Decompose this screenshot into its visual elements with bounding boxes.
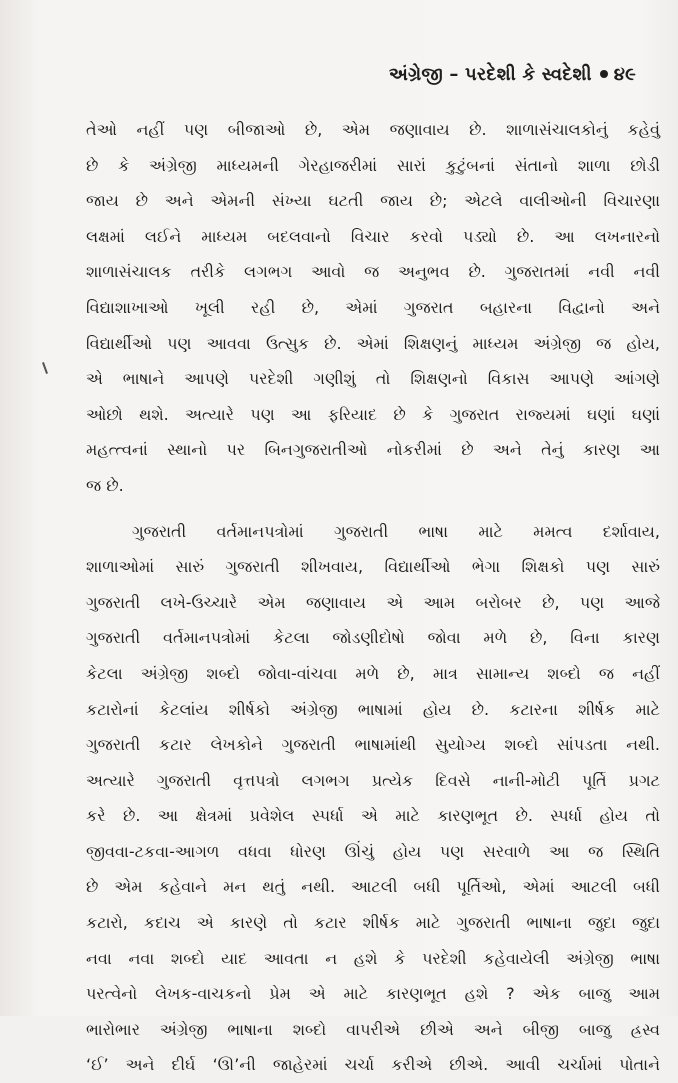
text-line: ‘ઈ’ અને દીર્ઘ ‘ઊ’ની જાહેરમાં ચર્ચા કરીએ છીએ. આવી ચર્ચામાં પોતાને [86, 1055, 660, 1075]
text-line: ઓછો થશે. અત્યારે પણ આ ફરિયાદ છે કે ગુજરાત રાજ્યમાં ઘણાં ઘણાં [86, 404, 660, 424]
text-line: શાળાઓમાં સારું ગુજરાતી શીખવાય, વિદ્યાર્થીઓ ભેગા શિક્ષકો પણ સારું [86, 557, 660, 577]
text-line: કટારો, કદાચ એ કારણે તો કટાર શીર્ષક માટે ગુજરાતી ભાષાના જુદા જુદા [86, 913, 660, 933]
text-line: છે એમ કહેવાને મન થતું નથી. આટલી બધી પૂર્તિઓ, એમાં આટલી બધી [86, 877, 660, 897]
text-line: એ ભાષાને આપણે પરદેશી ગણીશું તો શિક્ષણનો વિકાસ આપણે આંગણે [86, 369, 660, 389]
paragraph-gap [86, 504, 660, 514]
text-line: જીવવા-ટકવા-આગળ વધવા ધોરણ ઊંચું હોય પણ સરવાળે આ જ સ્થિતિ [86, 841, 660, 861]
text-line: મહત્ત્વનાં સ્થાનો પર બિનગુજરાતીઓ નોકરીમાં છે અને તેનું કારણ આ [86, 440, 660, 460]
body-text [86, 112, 660, 1083]
text-line: વિદ્યાશાખાઓ ખૂલી રહી છે, એમાં ગુજરાત બહારના વિદ્વાનો અને [86, 297, 660, 317]
text-line: કટારોનાં કેટલાંય શીર્ષકો અંગ્રેજી ભાષામાં હોય છે. કટારના શીર્ષક માટે [86, 699, 660, 719]
text-line: કેટલા અંગ્રેજી શબ્દો જોવા-વાંચવા મળે છે, માત્ર સામાન્ય શબ્દો જ નહીં [86, 663, 660, 683]
text-line: ગુજરાતી લખે-ઉચ્ચારે એમ જણાવાય એ આમ બરોબર છે, પણ આજે [86, 592, 660, 612]
paragraph-2 [86, 514, 660, 1083]
text-line: ભારોભાર અંગ્રેજી ભાષાના શબ્દો વાપરીએ છીએ અને બીજી બાજુ હ્રસ્વ [86, 1019, 660, 1039]
margin-pencil-mark [42, 362, 48, 374]
text-line: લક્ષમાં લઈને માધ્યમ બદલવાનો વિચાર કરવો પડ્યો છે. આ લખનારનો [86, 226, 660, 246]
text-line: નવા નવા શબ્દો યાદ આવતા ન હશે કે પરદેશી કહેવાયેલી અંગ્રેજી ભાષા [86, 948, 660, 968]
text-line: તેઓ નહીં પણ બીજાઓ છે, એમ જણાવાય છે. શાળાસંચાલકોનું કહેવું [86, 120, 660, 139]
text-line: જાય છે અને એમની સંખ્યા ઘટતી જાય છે; એટલે વાલીઓની વિચારણા [86, 191, 660, 211]
page-number: ૪૯ [613, 64, 636, 85]
bullet-separator-icon [600, 70, 608, 78]
text-line: ગુજરાતી કટાર લેખકોને ગુજરાતી ભાષામાંથી સુયોગ્ય શબ્દો સાંપડતા નથી. [86, 735, 660, 755]
text-line: પરત્વેનો લેખક-વાચકનો પ્રેમ એ માટે કારણભૂત હશે ? એક બાજુ આમ [86, 984, 660, 1004]
running-header [389, 64, 636, 85]
text-line: શાળાસંચાલક તરીકે લગભગ આવો જ અનુભવ છે. ગુજરાતમાં નવી નવી [86, 262, 660, 282]
text-line: જ છે. [86, 475, 124, 495]
text-line: વિદ્યાર્થીઓ પણ આવવા ઉત્સુક છે. એમાં શિક્ષણનું માધ્યમ અંગ્રેજી જ હોય, [86, 333, 660, 353]
paragraph-1 [86, 112, 660, 504]
text-line: ગુજરાતી વર્તમાનપત્રોમાં કેટલા જોડણીદોષો જોવા મળે છે, વિના કારણ [86, 628, 660, 648]
text-line: અત્યારે ગુજરાતી વૃત્તપત્રો લગભગ પ્રત્યેક દિવસે નાની-મોટી પૂર્તિ પ્રગટ [86, 770, 660, 790]
text-line: કરે છે. આ ક્ષેત્રમાં પ્રવેશેલ સ્પર્ધા એ માટે કારણભૂત છે. સ્પર્ધા હોય તો [86, 806, 660, 826]
text-line: છે કે અંગ્રેજી માધ્યમની ગેરહાજરીમાં સારાં કુટુંબનાં સંતાનો શાળા છોડી [86, 155, 660, 175]
text-line: ગુજરાતી વર્તમાનપત્રોમાં ગુજરાતી ભાષા માટે મમત્વ દર્શાવાય, [132, 521, 660, 541]
chapter-title: અંગ્રેજી – પરદેશી કે સ્વદેશી [388, 64, 592, 85]
